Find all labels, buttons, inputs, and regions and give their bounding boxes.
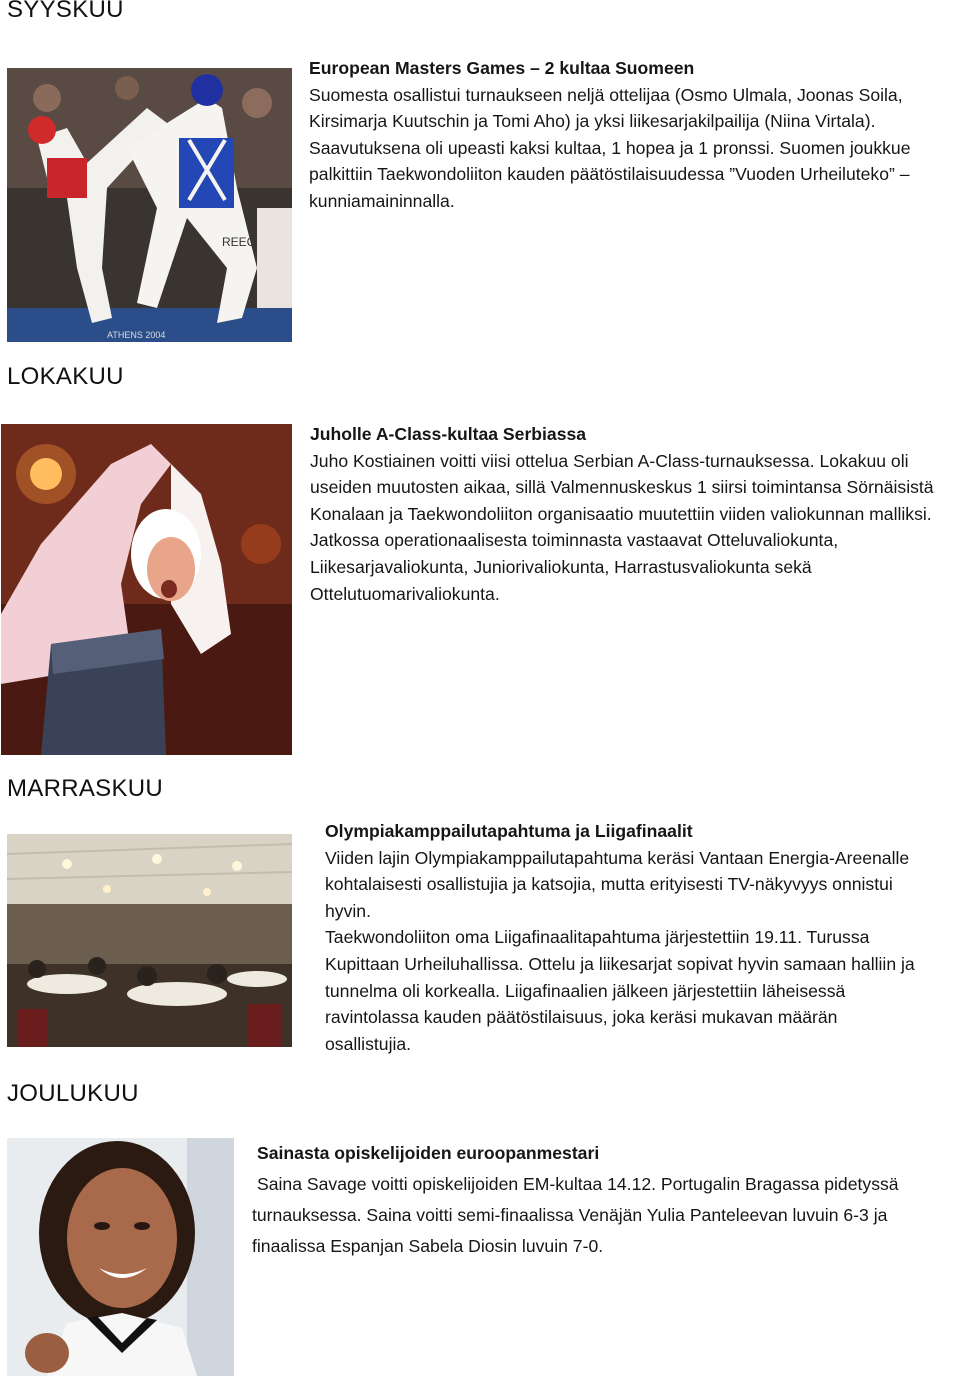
month-heading-joulukuu: JOULUKUU <box>7 1080 139 1107</box>
month-heading-lokakuu: LOKAKUU <box>7 363 124 390</box>
taekwondo-kick-photo <box>7 68 292 342</box>
syyskuu-article-body: Suomesta osallistui turnaukseen neljä ottelijaa (Osmo Ulmala, Joonas Soila, Kirsimarja Kuutschin ja Tomi Aho) ja yksi liikesarjakilpailija (Niina Virtala). Saavutuksena oli upeasti kaksi kultaa, 1 hopea ja 1 pronssi. Suomen joukkue palkittiin Taekwondoliiton kauden päätöstilaisuudessa ”Vuoden Urheiluteko” –kunniamaininnalla. <box>309 84 911 211</box>
joulukuu-article <box>252 1138 952 1262</box>
month-heading-syyskuu: SYYSKUU <box>7 0 124 23</box>
syyskuu-article-heading: European Masters Games – 2 kultaa Suomeen <box>309 58 695 78</box>
banquet-hall-photo <box>7 834 292 1047</box>
marraskuu-article-body-2: Taekwondoliiton oma Liigafinaalitapahtuma järjestettiin 19.11. Turussa Kupittaan Urheiluhallissa. Ottelu ja liikesarjat sopivat hyvin samaan halliin ja tunnelma oli korkealla. Liigafinaalien jälkeen järjestettiin läheisessä ravintolassa kauden päätöstilaisuus, joka keräsi mukavan määrän osallistujia. <box>325 927 915 1054</box>
marraskuu-article-heading: Olympiakamppailutapahtuma ja Liigafinaalit <box>325 821 693 841</box>
svg-text:ATHENS 2004: ATHENS 2004 <box>107 330 166 340</box>
marraskuu-article-body-1: Viiden lajin Olympiakamppailutapahtuma keräsi Vantaan Energia-Areenalle kohtalaisesti osallistujia ja katsojia, mutta erityisesti TV-näkyvyys onnistui hyvin. <box>325 847 910 921</box>
athlete-portrait-photo <box>7 1138 234 1376</box>
syyskuu-article <box>309 55 954 215</box>
taekwondo-winner-photo <box>1 424 292 755</box>
lokakuu-article-heading: Juholle A-Class-kultaa Serbiassa <box>310 424 587 444</box>
month-heading-marraskuu: MARRASKUU <box>7 775 164 802</box>
joulukuu-article-body: Saina Savage voitti opiskelijoiden EM-kultaa 14.12. Portugalin Bragassa pidetyssä turnauksessa. Saina voitti semi-finaalissa Venäjän Yulia Panteleevan luvuin 6-3 ja finaalissa Espanjan Sabela Diosin luvuin 7-0. <box>252 1174 899 1256</box>
marraskuu-article <box>325 818 925 1057</box>
lokakuu-article <box>310 421 960 607</box>
joulukuu-article-heading: Sainasta opiskelijoiden euroopanmestari <box>257 1143 600 1163</box>
lokakuu-article-body: Juho Kostiainen voitti viisi ottelua Serbian A-Class-turnauksessa. Lokakuu oli useiden muutosten aikaa, sillä Valmennuskeskus 1 siirsi toimintansa Sörnäisistä Konalaan ja Taekwondoliiton organisaatio muutettiin viiden valiokunnan malliksi. Jatkossa operationaalisesta toiminnasta vastaavat Otteluvaliokunta, Liikesarjavaliokunta, Juniorivaliokunta, Harrastusvaliokunta sekä Ottelutuomarivaliokunta. <box>310 450 934 604</box>
svg-text:REEC: REEC <box>222 235 256 249</box>
